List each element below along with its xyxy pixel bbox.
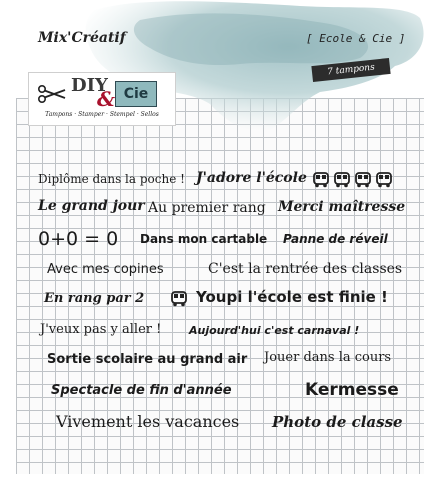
logo-cie-text: Cie: [123, 86, 149, 102]
stamp-text: Au premier rang: [148, 200, 266, 216]
stamp-text: Youpi l'école est finie !: [196, 288, 388, 306]
school-bus-icon: [312, 172, 330, 188]
diy-logo: [28, 72, 176, 126]
stamp-text: J'adore l'école: [196, 170, 307, 186]
stamp-text: Jouer dans la cours: [264, 350, 392, 365]
brand-name: Mix'Créatif: [38, 30, 126, 46]
stamp-text: Panne de réveil: [283, 232, 388, 246]
stamp-count-tag: 7 tampons: [311, 58, 390, 82]
logo-cie-chip: [115, 81, 157, 107]
stamp-text: Avec mes copines: [47, 262, 164, 277]
stamp-text: Diplôme dans la poche !: [38, 172, 185, 186]
stamp-text: Dans mon cartable: [140, 232, 268, 246]
school-bus-icon: [354, 172, 372, 188]
stamp-text: C'est la rentrée des classes: [208, 261, 403, 277]
stamp-text: En rang par 2: [44, 291, 145, 306]
collection-label: [ Ecole & Cie ]: [306, 32, 406, 45]
stamp-text: Aujourd'hui c'est carnaval !: [189, 324, 360, 337]
stamp-text: Kermesse: [305, 380, 399, 400]
stamp-text: Spectacle de fin d'année: [51, 383, 232, 398]
logo-ampersand: &: [97, 87, 116, 111]
school-bus-icon: [333, 172, 351, 188]
stamp-text: J'veux pas y aller !: [40, 322, 162, 337]
stamp-text: Le grand jour: [38, 198, 145, 214]
school-bus-icon: [170, 291, 188, 307]
school-bus-icon: [375, 172, 393, 188]
stamp-text: Merci maîtresse: [278, 199, 406, 215]
stamp-text: Photo de classe: [272, 413, 403, 431]
stamp-text: Sortie scolaire au grand air: [47, 352, 248, 367]
stamp-text: Vivement les vacances: [56, 412, 240, 431]
stamp-text: 0+0 = 0: [38, 228, 119, 250]
logo-diy-text: DIY: [71, 75, 108, 96]
logo-tagline: Tampons · Stamper · Stempel · Sellos: [45, 111, 159, 118]
scissors-icon: [37, 85, 67, 103]
